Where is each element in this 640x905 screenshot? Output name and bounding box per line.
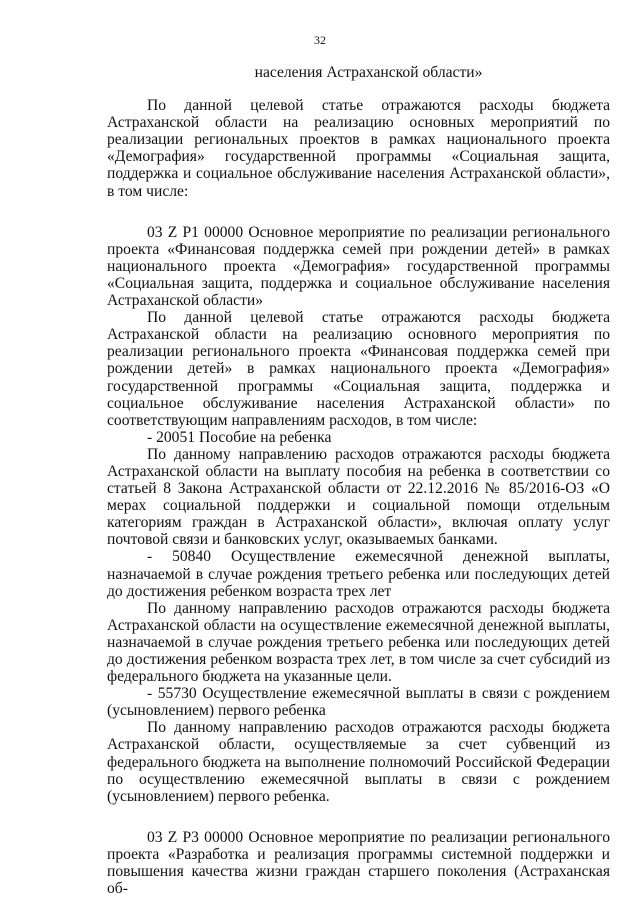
item-55730-title: - 55730 Осуществление ежемесячной выплаты в связи с рождением (усыновлением) первого ребенка [107, 685, 610, 720]
item-20051-title: - 20051 Пособие на ребенка [147, 428, 332, 446]
item-50840-description: По данному направлению расходов отражаются расходы бюджета Астраханской области на осуществление ежемесячной денежной выплаты, назначаемой в случае рождения третьего ребенка или последующих детей до достижения ребенком возраста трех лет, в том числе за счет субсидий из федерального бюджета на указанные цели. [107, 599, 610, 686]
item-50840-title: - 50840 Осуществление ежемесячной денежной выплаты, назначаемой в случае рождения третьего ребенка или последующих детей до достижения ребенком возраста трех лет [107, 548, 610, 600]
spacer [107, 805, 610, 829]
section-p3-title: 03 Z P3 00000 Основное мероприятие по реализации регионального проекта «Разработка и реализация программы системной поддержки и повышения качества жизни граждан старшего поколения (Астраханская об- [107, 828, 610, 898]
intro-paragraph: По данной целевой статье отражаются расходы бюджета Астраханской области на реализацию основных мероприятий по реализации региональных проектов в рамках национального проекта «Демография» государственной программы «Социальная защита, поддержка и социальное обслуживание населения Астраханской области», в том числе: [107, 97, 610, 200]
page-number: 32 [314, 33, 326, 47]
spacer [107, 200, 610, 224]
item-55730-description: По данному направлению расходов отражаются расходы бюджета Астраханской области, осуществляемые за счет субвенций из федерального бюджета на выполнение полномочий Российской Федерации по осуществлению ежемесячной выплаты в связи с рождением (усыновлением) первого ребенка. [107, 719, 610, 805]
heading-tail: населения Астраханской области» [254, 64, 483, 81]
section-p1-description: По данной целевой статье отражаются расходы бюджета Астраханской области на реализацию основного мероприятия по реализации регионального проекта «Финансовая поддержка семей при рождении детей» в рамках национального проекта «Демография» государственной программы «Социальная защита, поддержка и социальное обслуживание населения Астраханской области» по соответствующим направлениям расходов, в том числе: [107, 309, 610, 429]
document-body [107, 64, 610, 897]
item-20051-description: По данному направлению расходов отражаются расходы бюджета Астраханской области на выплату пособия на ребенка в соответствии со статьей 8 Закона Астраханской области от 22.12.2016 № 85/2016-ОЗ «О мерах социальной поддержки и социальной помощи отдельным категориям граждан в Астраханской области», включая оплату услуг почтовой связи и банковских услуг, оказываемых банками. [107, 445, 610, 549]
section-p1-title: 03 Z P1 00000 Основное мероприятие по реализации регионального проекта «Финансовая поддержка семей при рождении детей» в рамках национального проекта «Демография» государственной программы «Социальная защита, поддержка и социальное обслуживание населения Астраханской области» [107, 223, 610, 310]
spacer [107, 81, 610, 97]
